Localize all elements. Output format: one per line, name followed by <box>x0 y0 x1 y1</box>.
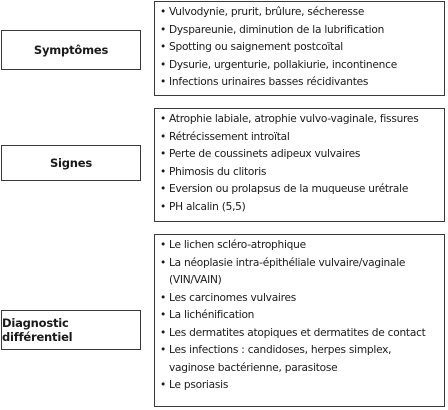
bullet-icon: • <box>160 165 166 178</box>
list-item <box>160 4 440 22</box>
list-item-text: Dysurie, urgenturie, pollakiurie, incontinence <box>169 58 397 71</box>
list-item <box>160 307 440 325</box>
bullet-icon: • <box>160 239 166 251</box>
bullet-icon: • <box>160 200 166 213</box>
list-item-text: Rétrécissement introïtal <box>169 130 290 143</box>
list-item <box>160 255 440 290</box>
list-item <box>160 129 440 147</box>
list-item-text: Les infections : candidoses, herpes simplex, <box>169 344 392 356</box>
row-label-text: Symptômes <box>33 43 109 57</box>
bullet-icon: • <box>160 183 166 195</box>
list-item <box>160 325 440 343</box>
bullet-icon: • <box>160 113 166 125</box>
row-list-signes <box>154 108 445 222</box>
list-item-text: Le lichen scléro-atrophique <box>169 239 306 251</box>
list-item <box>160 181 440 199</box>
list-item-text: Atrophie labiale, atrophie vulvo-vaginale, fissures <box>169 113 419 125</box>
bullet-icon: • <box>160 309 166 321</box>
bullet-icon: • <box>160 6 166 18</box>
list-item-text: Infections urinaires basses récidivantes <box>169 76 369 88</box>
item-list <box>160 4 440 92</box>
list-item-text: vaginose bactérienne, parasitose <box>169 361 338 374</box>
list-item-text: (VIN/VAIN) <box>169 274 222 286</box>
row-label-text: Signes <box>49 156 93 170</box>
item-list <box>160 237 440 395</box>
list-item-text: La néoplasie intra-épithéliale vulvaire/vaginale <box>169 256 406 269</box>
bullet-icon: • <box>160 291 166 304</box>
list-item <box>160 39 440 57</box>
list-item <box>160 146 440 164</box>
bullet-icon: • <box>160 326 166 339</box>
list-item-text: Le psoriasis <box>169 379 229 391</box>
list-item <box>160 237 440 255</box>
list-item <box>160 22 440 40</box>
bullet-icon: • <box>160 379 166 391</box>
list-item-text: Dyspareunie, diminution de la lubrification <box>169 23 385 36</box>
list-item-text: Phimosis du clitoris <box>169 165 267 178</box>
bullet-icon: • <box>160 41 166 53</box>
list-item-text: Les carcinomes vulvaires <box>169 291 297 304</box>
bullet-icon: • <box>160 148 166 160</box>
bullet-icon: • <box>160 58 166 71</box>
list-item <box>160 290 440 308</box>
list-item <box>160 57 440 75</box>
row-list-symptomes <box>154 1 445 96</box>
list-item <box>160 164 440 182</box>
row-label-signes <box>1 145 141 181</box>
item-list <box>160 111 440 216</box>
bullet-icon: • <box>160 23 166 36</box>
list-item <box>160 377 440 395</box>
list-item-text: Perte de coussinets adipeux vulvaires <box>169 148 361 160</box>
bullet-icon: • <box>160 256 166 269</box>
list-item-text: Vulvodynie, prurit, brûlure, sécheresse <box>169 6 365 18</box>
list-item-text: La lichénification <box>169 309 255 321</box>
list-item <box>160 342 440 377</box>
list-item-text: PH alcalin (5,5) <box>169 200 246 213</box>
list-item-text: Eversion ou prolapsus de la muqueuse urétrale <box>169 183 409 195</box>
bullet-icon: • <box>160 76 166 88</box>
list-item <box>160 199 440 217</box>
list-item <box>160 111 440 129</box>
row-label-diagnostic-differentiel <box>1 310 141 350</box>
row-label-text: Diagnostic différentiel <box>2 316 73 344</box>
list-item-text: Spotting ou saignement postcoïtal <box>169 41 344 53</box>
list-item <box>160 74 440 92</box>
row-label-symptomes <box>1 30 141 70</box>
bullet-icon: • <box>160 130 166 143</box>
bullet-icon: • <box>160 344 166 356</box>
list-item-text: Les dermatites atopiques et dermatites de contact <box>169 326 426 339</box>
row-list-diagnostic-differentiel <box>154 234 445 407</box>
